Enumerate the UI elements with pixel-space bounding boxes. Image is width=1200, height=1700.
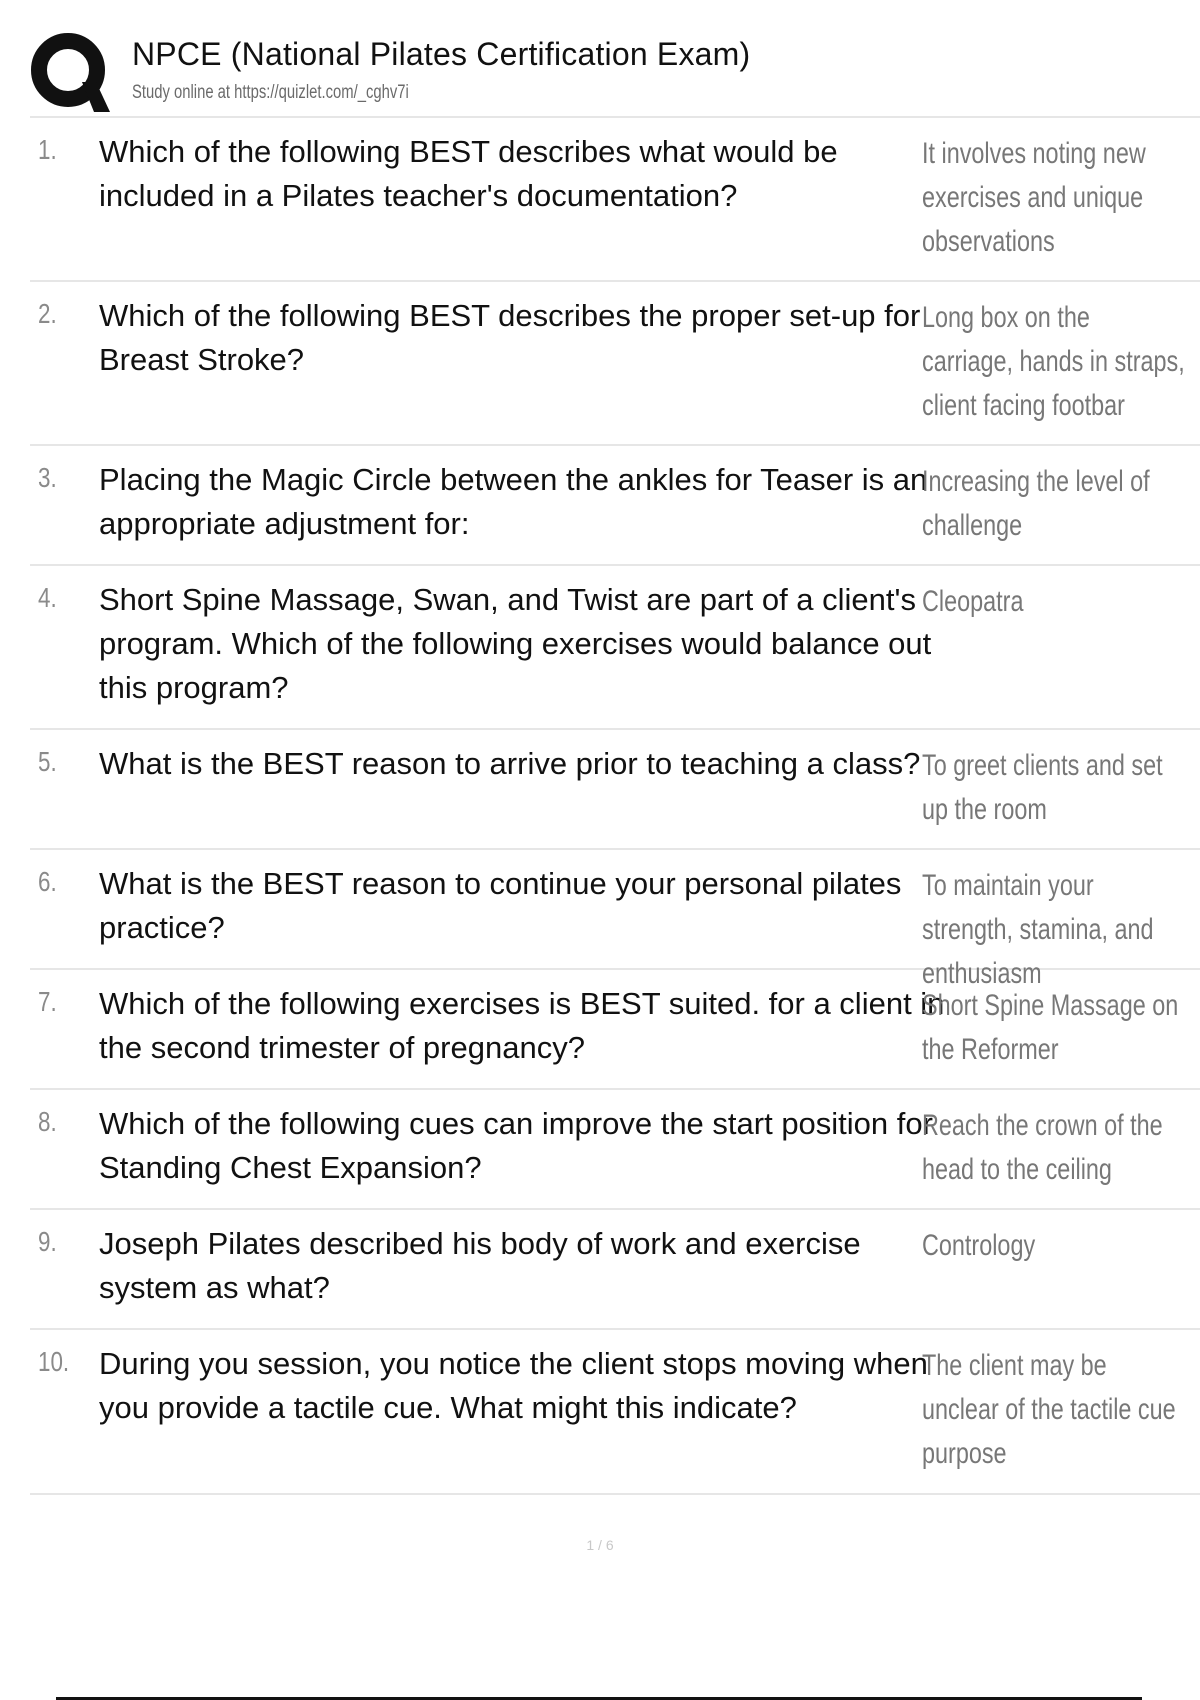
question-text: Placing the Magic Circle between the ankles for Teaser is an appropriate adjustment for:: [99, 462, 928, 541]
qa-row: [30, 446, 1200, 566]
answer-text: Long box on the carriage, hands in straps, client facing footbar: [922, 301, 1185, 422]
item-number: 6.: [38, 866, 57, 897]
item-number: 3.: [38, 462, 57, 493]
question-text: Joseph Pilates described his body of work and exercise system as what?: [99, 1226, 861, 1305]
item-number: 1.: [38, 134, 57, 165]
quizlet-logo-icon: [30, 32, 110, 112]
answer-text: Increasing the level of challenge: [922, 465, 1150, 542]
question-text: Which of the following cues can improve the start position for Standing Chest Expansion?: [99, 1106, 933, 1185]
item-number: 9.: [38, 1226, 57, 1257]
qa-row: [30, 282, 1200, 446]
qa-row: [30, 850, 1200, 990]
answer-text: Cleopatra: [922, 585, 1024, 618]
item-number: 5.: [38, 746, 57, 777]
study-online-link[interactable]: https://quizlet.com/_cghv7i: [234, 82, 409, 103]
page-number: 1 / 6: [586, 1537, 614, 1553]
qa-row: [30, 118, 1200, 282]
item-number: 4.: [38, 582, 57, 613]
answer-text: Contrology: [922, 1229, 1036, 1262]
item-number: 7.: [38, 986, 57, 1017]
item-number: 2.: [38, 298, 57, 329]
answer-text: To greet clients and set up the room: [922, 749, 1163, 826]
qa-row: [30, 566, 1200, 730]
document-title: NPCE (National Pilates Certification Exam): [132, 36, 751, 72]
question-text: Which of the following exercises is BEST suited. for a client in the second trimester of pregnancy?: [99, 986, 945, 1065]
item-number: 8.: [38, 1106, 57, 1137]
question-text: Which of the following BEST describes the proper set-up for Breast Stroke?: [99, 298, 921, 377]
answer-text: Short Spine Massage on the Reformer: [922, 989, 1179, 1066]
qa-row: [30, 730, 1200, 850]
item-number: 10.: [38, 1346, 70, 1377]
qa-row: [30, 1330, 1200, 1495]
question-text: Which of the following BEST describes what would be included in a Pilates teacher's documentation?: [99, 134, 838, 213]
document-header: [30, 30, 1200, 116]
question-text: What is the BEST reason to arrive prior to teaching a class?: [99, 746, 921, 781]
answer-text: Reach the crown of the head to the ceiling: [922, 1109, 1163, 1186]
study-online-line: [132, 82, 409, 104]
answer-text: It involves noting new exercises and unique observations: [922, 137, 1146, 258]
answer-text: The client may be unclear of the tactile cue purpose: [922, 1349, 1176, 1470]
qa-row: [30, 1090, 1200, 1210]
answer-text: To maintain your strength, stamina, and enthusiasm: [922, 869, 1154, 990]
qa-row: [30, 1210, 1200, 1330]
question-text: During you session, you notice the client stops moving when you provide a tactile cue. What might this indicate?: [99, 1346, 928, 1425]
study-online-label: Study online at: [132, 82, 235, 103]
qa-row: [30, 970, 1200, 1090]
question-text: What is the BEST reason to continue your personal pilates practice?: [99, 866, 902, 945]
qa-list: [30, 118, 1200, 1495]
question-text: Short Spine Massage, Swan, and Twist are part of a client's program. Which of the following exercises would balance out this program?: [99, 582, 932, 705]
